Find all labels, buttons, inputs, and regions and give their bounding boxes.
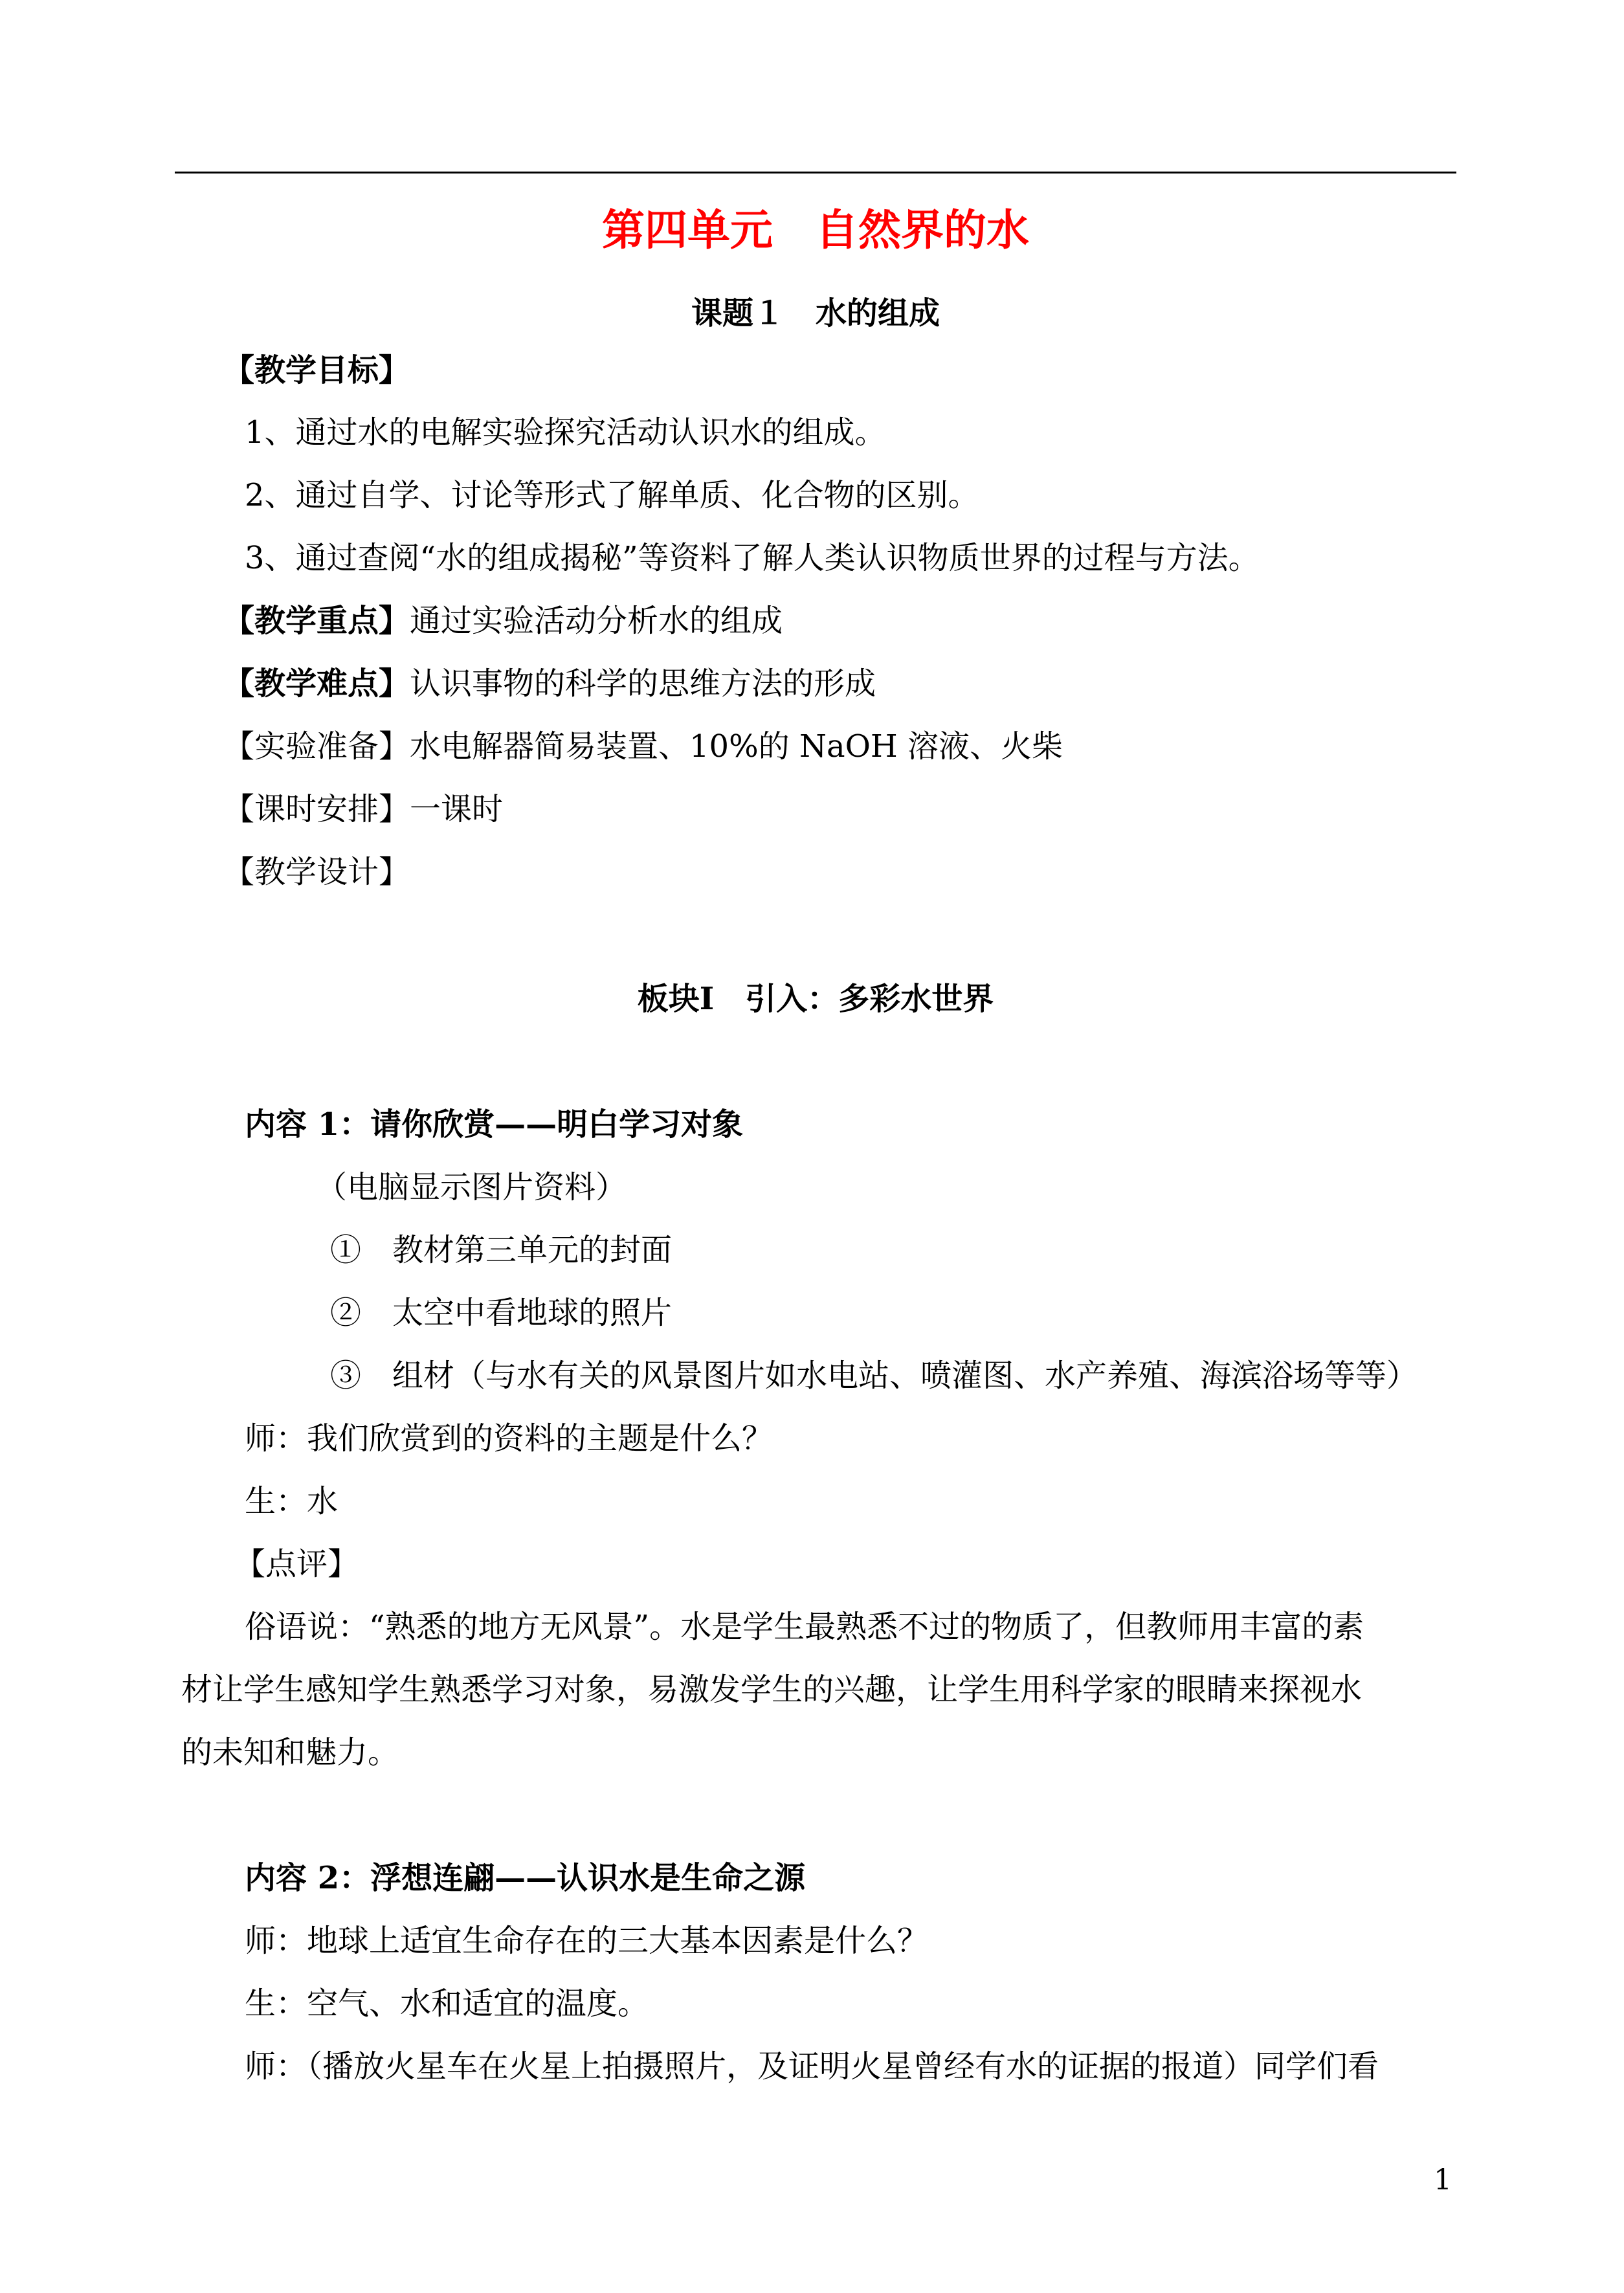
objective-item: 2、通过自学、讨论等形式了解单质、化合物的区别。	[245, 477, 979, 513]
objective-item: 1、通过水的电解实验探究活动认识水的组成。	[245, 414, 886, 451]
header-rule	[175, 172, 1456, 173]
lesson-title: 课题１ 水的组成	[691, 295, 940, 331]
difficulty-text: 认识事物的科学的思维方法的形成	[410, 666, 876, 702]
prep-line	[223, 726, 1063, 767]
content1-item: ② 太空中看地球的照片	[330, 1295, 673, 1331]
content1-note: （电脑显示图片资料）	[316, 1169, 627, 1205]
schedule-line	[223, 789, 503, 830]
teacher-statement: 师：（播放火星车在火星上拍摄照片，及证明火星曾经有水的证据的报道）同学们看	[245, 2048, 1379, 2085]
comment-line: 材让学生感知学生熟悉学习对象，易激发学生的兴趣，让学生用科学家的眼睛来探视水	[181, 1672, 1363, 1708]
key-point-line	[223, 600, 783, 642]
student-answer: 生：空气、水和适宜的温度。	[245, 1985, 649, 2022]
design-heading: 【教学设计】	[223, 854, 410, 890]
student-answer: 生：水	[245, 1483, 339, 1519]
comment-heading: 【点评】	[234, 1546, 359, 1582]
content1-heading: 内容 1：请你欣赏——明白学习对象	[245, 1106, 744, 1143]
key-point-label: 【教学重点】	[223, 603, 410, 639]
schedule-text: 一课时	[410, 791, 504, 827]
prep-label: 【实验准备】	[223, 728, 410, 765]
teacher-question: 师：地球上适宜生命存在的三大基本因素是什么？	[245, 1923, 929, 1959]
objectives-heading: 【教学目标】	[223, 352, 410, 388]
content1-item: ① 教材第三单元的封面	[330, 1232, 673, 1268]
difficulty-line	[223, 663, 876, 704]
objective-item: 3、通过查阅“水的组成揭秘”等资料了解人类认识物质世界的过程与方法。	[245, 540, 1260, 576]
page-number: 1	[1434, 2164, 1452, 2197]
schedule-label: 【课时安排】	[223, 791, 410, 827]
content2-heading: 内容 2：浮想连翩——认识水是生命之源	[245, 1860, 806, 1896]
prep-text: 水电解器简易装置、10%的 NaOH 溶液、火柴	[410, 728, 1063, 765]
comment-line: 的未知和魅力。	[181, 1734, 399, 1771]
difficulty-label: 【教学难点】	[223, 666, 410, 702]
section1-title: 板块Ⅰ 引入：多彩水世界	[637, 981, 994, 1017]
unit-title: 第四单元 自然界的水	[602, 205, 1029, 255]
comment-line: 俗语说：“熟悉的地方无风景”。水是学生最熟悉不过的物质了，但教师用丰富的素	[245, 1609, 1364, 1645]
teacher-question: 师：我们欣赏到的资料的主题是什么？	[245, 1420, 773, 1457]
key-point-text: 通过实验活动分析水的组成	[410, 603, 783, 639]
content1-item: ③ 组材（与水有关的风景图片如水电站、喷灌图、水产养殖、海滨浴场等等）	[330, 1358, 1418, 1394]
